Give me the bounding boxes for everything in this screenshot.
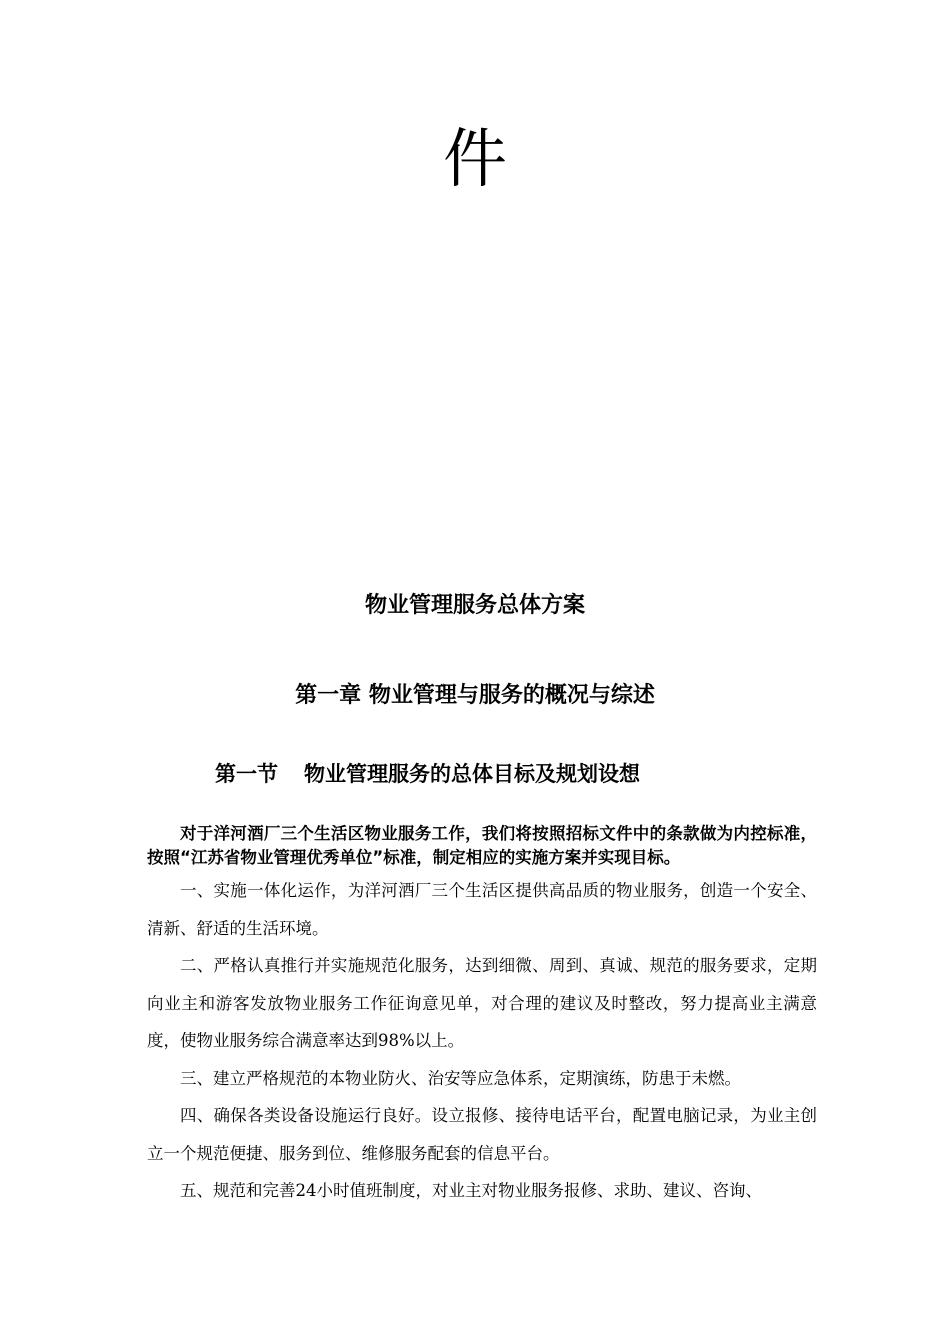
section-heading (215, 758, 640, 790)
paragraph-2: 二、严格认真推行并实施规范化服务，达到细微、周到、真诚、规范的服务要求，定期向业主和游客发放物业服务工作征询意见单，对合理的建议及时整改，努力提高业主满意度，使物业服务综合满意率达到98%以上。 (147, 956, 817, 1050)
chapter-title: 第一章 物业管理与服务的概况与综述 (295, 683, 655, 708)
document-title: 物业管理服务总体方案 (364, 593, 585, 618)
paragraph-5: 五、规范和完善24小时值班制度，对业主对物业服务报修、求助、建议、咨询、 (180, 1181, 762, 1200)
section-title: 物业管理服务的总体目标及规划设想 (304, 762, 640, 786)
paragraph-4: 四、确保各类设备设施运行良好。设立报修、接待电话平台，配置电脑记录，为业主创立一个规范便捷、服务到位、维修服务配套的信息平台。 (147, 1106, 817, 1163)
paragraph-3: 三、建立严格规范的本物业防火、治安等应急体系，定期演练，防患于未燃。 (180, 1068, 741, 1088)
section-number: 第一节 (215, 762, 278, 786)
intro-paragraph: 对于洋河酒厂三个生活区物业服务工作，我们将按照招标文件中的条款做为内控标准，按照“江苏省物业管理优秀单位”标准，制定相应的实施方案并实现目标。 (147, 824, 817, 867)
document-body (147, 822, 817, 1210)
header-character: 件 (443, 123, 507, 197)
paragraph-1: 一、实施一体化运作，为洋河酒厂三个生活区提供高品质的物业服务，创造一个安全、清新、舒适的生活环境。 (147, 881, 817, 938)
